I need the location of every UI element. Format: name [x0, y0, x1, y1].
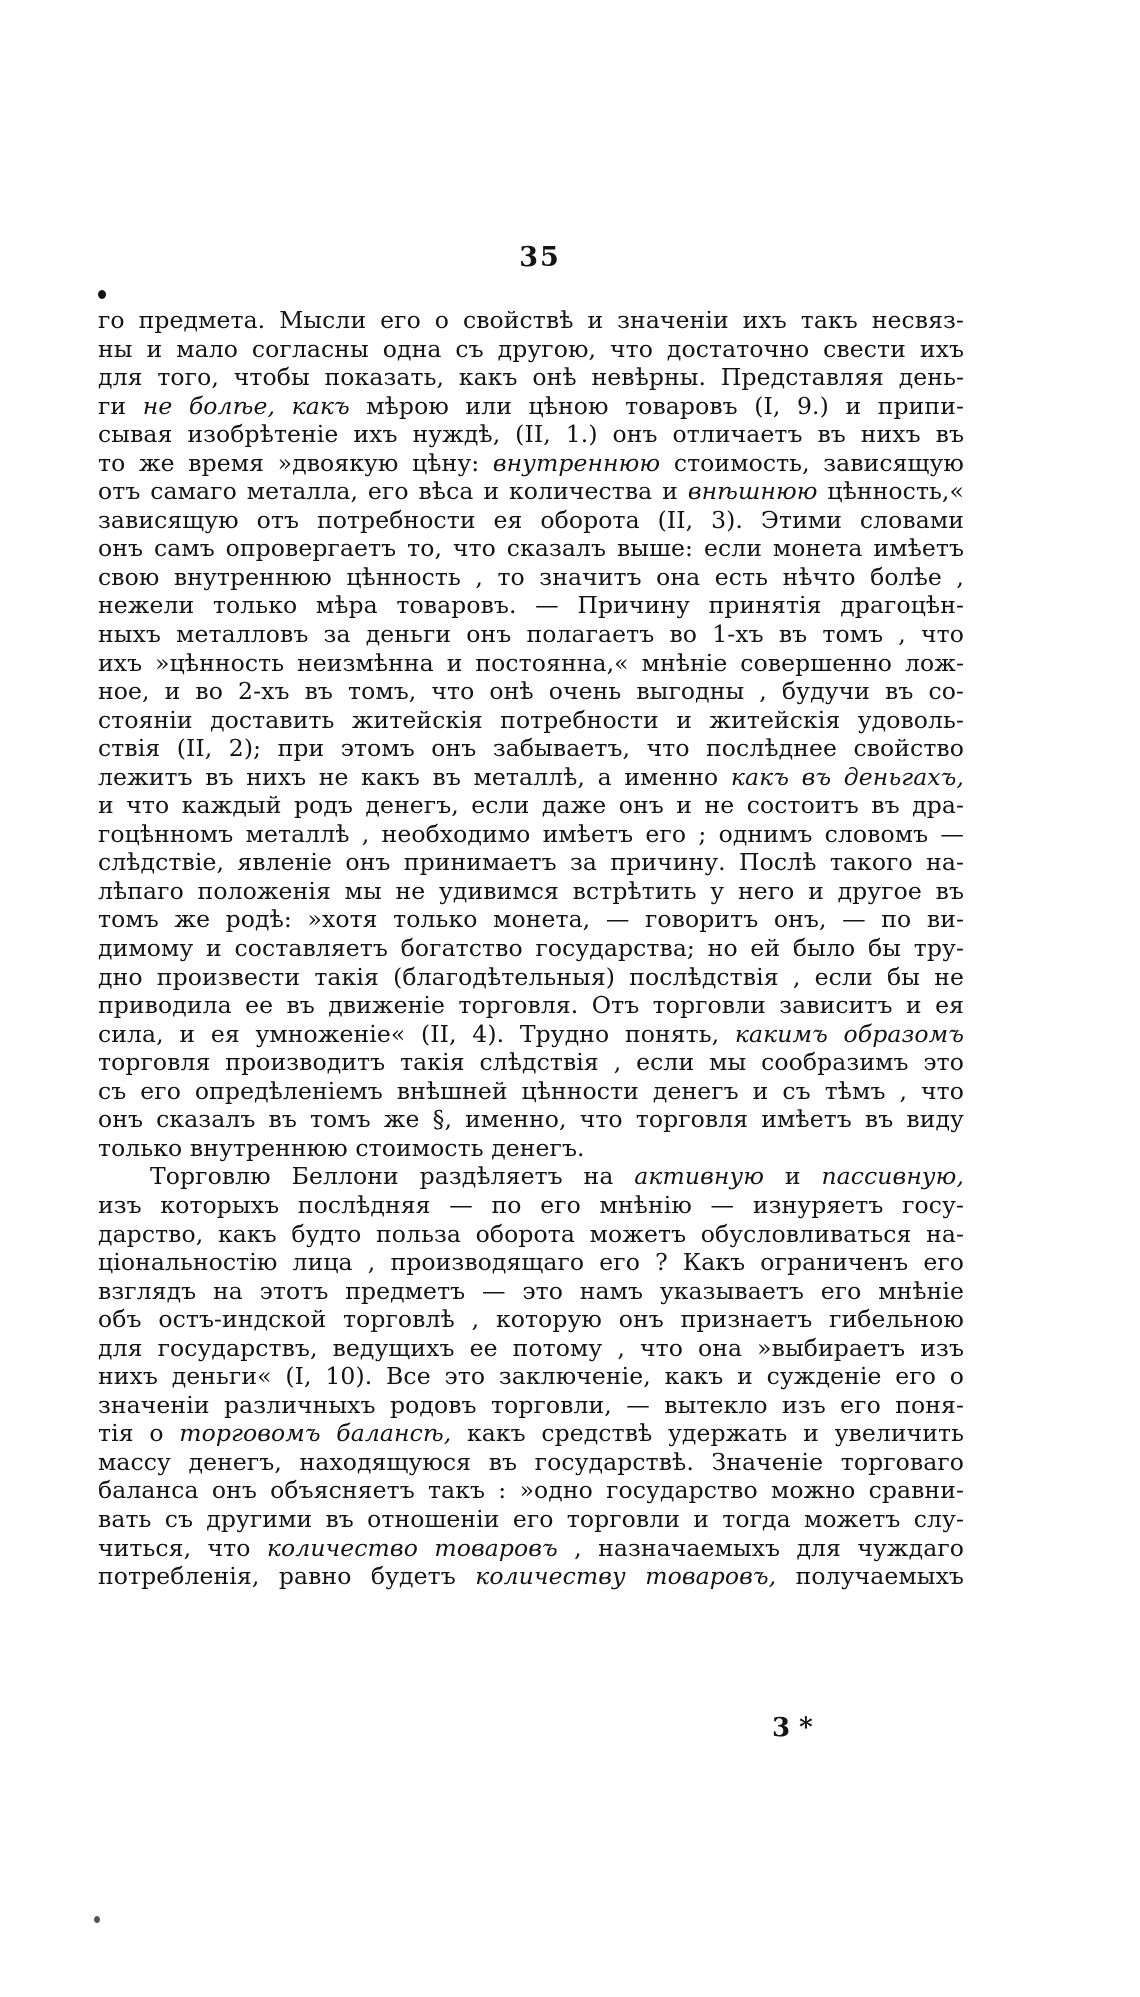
text-line [98, 1534, 964, 1563]
text-span: отъ самаго металла, его вѣса и количества и [98, 477, 688, 506]
text-line [98, 506, 964, 535]
text-span: го предмета. Мысли его о свойствѣ и значеніи ихъ такъ несвяз- [98, 306, 964, 334]
text-line [98, 734, 964, 763]
text-span: ныхъ металловъ за деньги онъ полагаетъ во 1-хъ въ томъ , что [98, 620, 964, 649]
italic-span: торговомъ балансѣ, [179, 1419, 452, 1448]
text-line [98, 677, 964, 706]
text-span: гоцѣнномъ металлѣ , необходимо имѣетъ его ; однимъ словомъ — [98, 819, 964, 848]
text-line [98, 1105, 964, 1134]
text-line [98, 1476, 964, 1505]
text-line [98, 963, 964, 992]
italic-span: пассивную, [821, 1162, 964, 1191]
text-span: ное, и во 2-хъ въ томъ, что онѣ очень выгодны , будучи въ со- [98, 677, 964, 706]
text-line [98, 1048, 964, 1077]
text-span: объ остъ-индской торговлѣ , которую онъ признаетъ гибельною [98, 1305, 964, 1334]
text-span: лѣпаго положенія мы не удивимся встрѣтить у него и другое въ [98, 876, 964, 905]
text-line [98, 363, 964, 392]
text-span: сила, и ея умноженіе« (II, 4). Трудно понять, [98, 1019, 735, 1048]
text-span: димому и составляетъ богатство государства; но ей было бы тру- [98, 934, 964, 963]
text-span: стояніи доставить житейскія потребности и житейскія удоволь- [98, 705, 964, 734]
text-line [98, 335, 964, 364]
text-span: Торговлю Беллони раздѣляетъ на [150, 1162, 635, 1191]
text-span: , назначаемыхъ для чуждаго [557, 1533, 964, 1562]
text-span: баланса онъ объясняетъ такъ : »одно государство можно сравни- [98, 1476, 964, 1505]
text-span: мѣрою или цѣною товаровъ (I, 9.) и припи- [349, 391, 964, 420]
text-line [98, 1448, 964, 1477]
text-span: дно произвести такія (благодѣтельныя) послѣдствія , если бы не [98, 962, 964, 991]
ink-speck [94, 1916, 100, 1923]
text-line [98, 620, 964, 649]
text-span: томъ же родѣ: »хотя только монета, — говоритъ онъ, — по ви- [98, 905, 964, 934]
text-line [98, 1077, 964, 1106]
text-span: свою внутреннюю цѣнность , то значитъ она есть нѣчто болѣе , [98, 562, 964, 591]
text-line [98, 1162, 964, 1191]
text-span: онъ сказалъ въ томъ же §, именно, что торговля имѣетъ въ виду [98, 1105, 964, 1134]
italic-span: количество товаровъ [266, 1533, 558, 1562]
text-span: ги [98, 391, 143, 420]
italic-span: внѣшнюю [687, 477, 818, 506]
text-span: ствія (II, 2); при этомъ онъ забываетъ, что послѣднее свойство [98, 734, 964, 763]
text-line [98, 1134, 964, 1163]
text-line [98, 1419, 964, 1448]
text-span: онъ самъ опровергаетъ то, что сказалъ выше: если монета имѣетъ [98, 534, 964, 563]
text-span: вать съ другими въ отношеніи его торговли и тогда можетъ слу- [98, 1504, 964, 1533]
text-line [98, 1562, 964, 1591]
text-line [98, 563, 964, 592]
text-span: торговля производитъ такія слѣдствія , если мы сообразимъ это [98, 1048, 964, 1077]
text-line [98, 1277, 964, 1306]
text-span: массу денегъ, находящуюся въ государствѣ. Значеніе торговаго [98, 1447, 964, 1476]
text-line [98, 934, 964, 963]
text-span: лежитъ въ нихъ не какъ въ металлѣ, а именно [98, 762, 731, 791]
text-line [98, 306, 964, 335]
text-line [98, 477, 964, 506]
text-span: то же время »двоякую цѣну: [98, 448, 493, 477]
text-span: изъ которыхъ послѣдняя — по его мнѣнію — изнуряетъ госу- [98, 1190, 964, 1219]
text-span: тія о [98, 1419, 180, 1448]
text-line [98, 1248, 964, 1277]
text-span: ихъ »цѣнность неизмѣнна и постоянна,« мнѣніе совершенно лож- [98, 648, 964, 677]
text-line [98, 1505, 964, 1534]
italic-span: какимъ образомъ [734, 1019, 964, 1048]
italic-span: количеству товаровъ, [475, 1562, 777, 1591]
text-line [98, 1020, 964, 1049]
text-span: съ его опредѣленіемъ внѣшней цѣнности денегъ и съ тѣмъ , что [98, 1076, 964, 1105]
text-span: взглядъ на этотъ предметъ — это намъ указываетъ его мнѣніе [98, 1276, 964, 1305]
text-line [98, 420, 964, 449]
text-line [98, 877, 964, 906]
text-line [98, 1334, 964, 1363]
text-span: значеніи различныхъ родовъ торговли, — вытекло изъ его поня- [98, 1390, 964, 1419]
text-line [98, 848, 964, 877]
text-line [98, 1220, 964, 1249]
text-line [98, 820, 964, 849]
text-span: какъ средствѣ удержать и увеличить [451, 1419, 965, 1448]
text-line [98, 534, 964, 563]
text-span: только внутреннюю стоимость денегъ. [98, 1133, 585, 1162]
text-line [98, 791, 964, 820]
text-span: зависящую отъ потребности ея оборота (II, 3). Этими словами [98, 505, 964, 534]
body-text [98, 306, 964, 1591]
text-span: нихъ деньги« (I, 10). Все это заключеніе, какъ и сужденіе его о [98, 1362, 964, 1391]
text-line [98, 991, 964, 1020]
text-span: получаемыхъ [776, 1562, 964, 1591]
text-span: читься, что [98, 1533, 267, 1562]
text-line [98, 591, 964, 620]
text-span: ціональностію лица , производящаго его ? Какъ ограниченъ его [98, 1248, 964, 1277]
text-span: потребленія, равно будетъ [98, 1562, 476, 1591]
text-span: для того, чтобы показать, какъ онѣ невѣрны. Представляя день- [98, 363, 964, 392]
text-line [98, 763, 964, 792]
text-line [98, 449, 964, 478]
text-span: сывая изобрѣтеніе ихъ нуждѣ, (II, 1.) онъ отличаетъ въ нихъ въ [98, 420, 964, 449]
text-line [98, 706, 964, 735]
text-span: слѣдствіе, явленіе онъ принимаетъ за причину. Послѣ такого на- [98, 848, 964, 877]
text-line [98, 649, 964, 678]
text-span: стоимость, зависящую [660, 448, 964, 477]
text-line [98, 1391, 964, 1420]
text-span: дарство, какъ будто польза оборота можетъ обусловливаться на- [98, 1219, 964, 1248]
text-line [98, 905, 964, 934]
text-span: нежели только мѣра товаровъ. — Причину принятія драгоцѣн- [98, 591, 964, 620]
text-line [98, 1305, 964, 1334]
ink-dot [98, 290, 106, 299]
text-span: ны и мало согласны одна съ другою, что достаточно свести ихъ [98, 334, 964, 363]
signature-mark: 3 * [772, 1713, 813, 1743]
text-span: и что каждый родъ денегъ, если даже онъ и не состоитъ въ дра- [98, 791, 964, 820]
text-span: для государствъ, ведущихъ ее потому , что она »выбираетъ изъ [98, 1333, 964, 1362]
italic-span: какъ въ деньгахъ, [730, 762, 964, 791]
text-line [98, 1191, 964, 1220]
text-line [98, 1362, 964, 1391]
text-line [98, 392, 964, 421]
page-number: 35 [519, 242, 561, 273]
italic-span: внутреннюю [492, 448, 661, 477]
text-span: приводила ее въ движеніе торговля. Отъ торговли зависитъ и ея [98, 991, 964, 1020]
text-span: и [764, 1162, 822, 1191]
italic-span: не болѣе, какъ [142, 391, 350, 420]
text-span: цѣнность,« [817, 477, 964, 506]
italic-span: активную [634, 1162, 765, 1191]
